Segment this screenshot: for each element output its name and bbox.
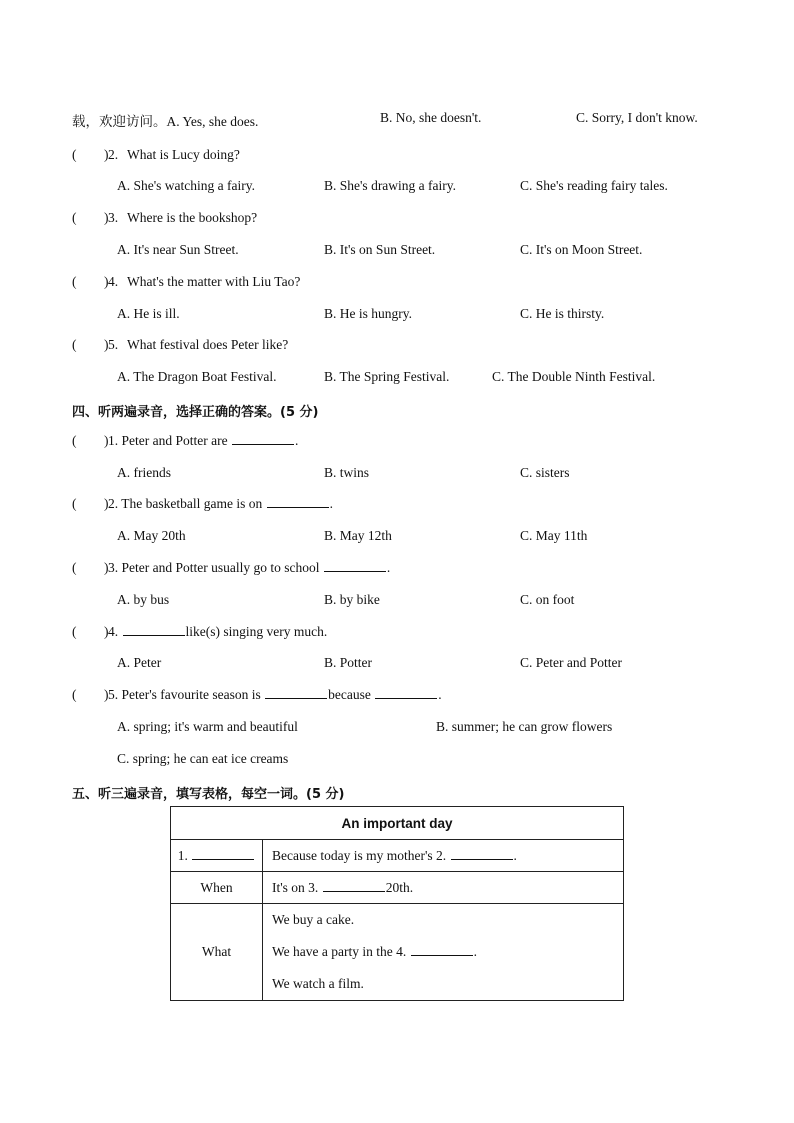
option-b: B. She's drawing a fairy. [324,178,457,193]
table-cell-label: When [171,872,263,904]
answer-paren-close: ) [104,624,109,639]
option-a: A. by bus [117,592,170,607]
answer-paren-close: ) [104,560,109,575]
question-text: Peter and Potter usually go to school [121,560,320,575]
option-c: C. spring; he can eat ice creams [117,751,289,766]
question-text: What is Lucy doing? [127,147,240,162]
cell-text: We have a party in the 4. [272,944,407,959]
option-c: C. It's on Moon Street. [520,242,643,257]
cell-line: We watch a film. [272,976,364,991]
answer-blank[interactable] [267,496,329,508]
question-number: 5. [108,687,119,702]
answer-paren-open: ( [72,274,77,289]
table-cell-content [263,904,624,1001]
section-five-heading: 五、听三遍录音，填写表格，每空一词。(5 分) [72,787,345,802]
question-mid: because [328,687,371,702]
table-cell-label: What [171,904,263,1001]
table-cell-content [263,872,624,904]
question-text: The basketball game is on [121,496,263,511]
answer-paren-close: ) [104,210,109,225]
answer-blank[interactable] [324,560,386,572]
sentence-end: . [329,496,333,511]
sentence-end: . [386,560,391,575]
option-a: A. He is ill. [117,306,180,321]
option-a: A. She's watching a fairy. [117,178,256,193]
table-cell-content [263,840,624,872]
option-b: B. May 12th [324,528,392,543]
option-c: C. sisters [520,465,570,480]
option-a: A. friends [117,465,171,480]
option-b: B. twins [324,465,370,480]
option-b: B. Potter [324,655,373,670]
answer-paren-close: ) [104,337,109,352]
question-text: What's the matter with Liu Tao? [127,274,301,289]
answer-paren-open: ( [72,147,77,162]
answer-blank[interactable] [323,880,385,892]
blank-number: 1. [177,847,188,863]
option-a: A. May 20th [117,528,186,543]
sentence-end: . [438,687,442,702]
question-number: 1. [108,433,119,448]
question-number: 3. [108,560,119,575]
answer-paren-close: ) [104,147,109,162]
top-line-option-a: 载，欢迎访问。A. Yes, she does. [72,114,259,129]
question-text: Peter's favourite season is [121,687,261,702]
top-line-option-c: C. Sorry, I don't know. [576,110,698,125]
answer-paren-open: ( [72,496,77,511]
question-text: like(s) singing very much. [185,624,328,639]
option-c: C. on foot [520,592,575,607]
answer-blank[interactable] [265,687,327,699]
section-four-heading: 四、听两遍录音，选择正确的答案。(5 分) [72,405,319,420]
option-b: B. It's on Sun Street. [324,242,436,257]
answer-paren-close: ) [104,433,109,448]
cell-line [272,936,623,968]
option-b: B. by bike [324,592,380,607]
answer-blank[interactable] [451,848,513,860]
cell-end: . [473,944,477,959]
option-a: A. The Dragon Boat Festival. [117,369,277,384]
option-b: B. The Spring Festival. [324,369,450,384]
answer-paren-open: ( [72,337,77,352]
answer-paren-open: ( [72,624,77,639]
option-a: A. Peter [117,655,162,670]
answer-blank[interactable] [375,687,437,699]
option-a: A. It's near Sun Street. [117,242,239,257]
option-c: C. Peter and Potter [520,655,622,670]
answer-blank[interactable] [411,944,473,956]
question-number: 4. [108,624,119,639]
top-line-option-b: B. No, she doesn't. [380,110,482,125]
question-number: 2. [108,147,119,162]
question-text: Peter and Potter are [121,433,228,448]
question-text: What festival does Peter like? [127,337,289,352]
question-number: 2. [108,496,119,511]
question-number: 4. [108,274,119,289]
table-title: An important day [171,807,624,840]
cell-end: 20th. [385,879,414,895]
cell-text: Because today is my mother's 2. [272,847,447,863]
cell-line: We buy a cake. [272,912,355,927]
question-text: Where is the bookshop? [127,210,258,225]
cell-end: . [513,847,517,863]
answer-blank[interactable] [232,433,294,445]
important-day-table [170,806,624,1001]
answer-blank[interactable] [192,848,254,860]
answer-paren-close: ) [104,274,109,289]
answer-paren-close: ) [104,496,109,511]
cell-text: It's on 3. [272,879,319,895]
option-a: A. spring; it's warm and beautiful [117,719,298,734]
question-number: 5. [108,337,119,352]
sentence-end: . [294,433,299,448]
answer-paren-close: ) [104,687,109,702]
option-c: C. She's reading fairy tales. [520,178,668,193]
table-cell-label [171,840,263,872]
question-number: 3. [108,210,119,225]
option-b: B. summer; he can grow flowers [436,719,613,734]
option-b: B. He is hungry. [324,306,412,321]
option-c: C. May 11th [520,528,588,543]
answer-paren-open: ( [72,687,77,702]
answer-paren-open: ( [72,210,77,225]
option-c: C. The Double Ninth Festival. [492,369,656,384]
answer-blank[interactable] [123,624,185,636]
answer-paren-open: ( [72,560,77,575]
answer-paren-open: ( [72,433,77,448]
option-c: C. He is thirsty. [520,306,605,321]
